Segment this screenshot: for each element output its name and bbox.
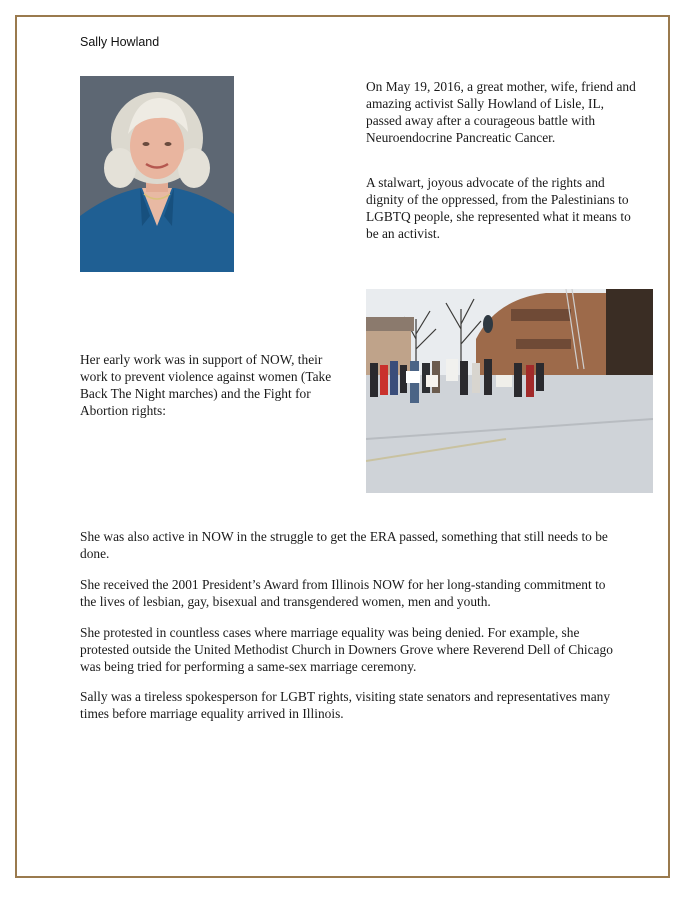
page-title: Sally Howland	[80, 35, 160, 49]
advocacy-paragraph: A stalwart, joyous advocate of the rights and dignity of the oppressed, from the Palestinians to LGBTQ people, she represented what it means to be an activist.	[366, 175, 631, 241]
portrait-photo	[80, 76, 234, 272]
award-paragraph: She received the 2001 President’s Award from Illinois NOW for her long-standing commitment to the lives of lesbian, gay, bisexual and transgendered women, men and youth.	[80, 577, 606, 609]
protest-photo	[366, 289, 653, 493]
era-paragraph: She was also active in NOW in the struggle to get the ERA passed, something that still needs to be done.	[80, 529, 608, 561]
marriage-equality-paragraph: She protested in countless cases where marriage equality was being denied. For example, she protested outside the United Methodist Church in Downers Grove where Reverend Dell of Chicago was being tried for performing a same-sex marriage ceremony.	[80, 625, 613, 674]
lgbt-rights-paragraph: Sally was a tireless spokesperson for LGBT rights, visiting state senators and representatives many times before marriage equality arrived in Illinois.	[80, 689, 611, 721]
early-work-paragraph: Her early work was in support of NOW, their work to prevent violence against women (Take Back The Night marches) and the Fight for Abortion rights:	[80, 352, 332, 418]
obituary-intro: On May 19, 2016, a great mother, wife, friend and amazing activist Sally Howland of Lisle, IL, passed away after a courageous battle with Neuroendocrine Pancreatic Cancer.	[366, 79, 636, 145]
